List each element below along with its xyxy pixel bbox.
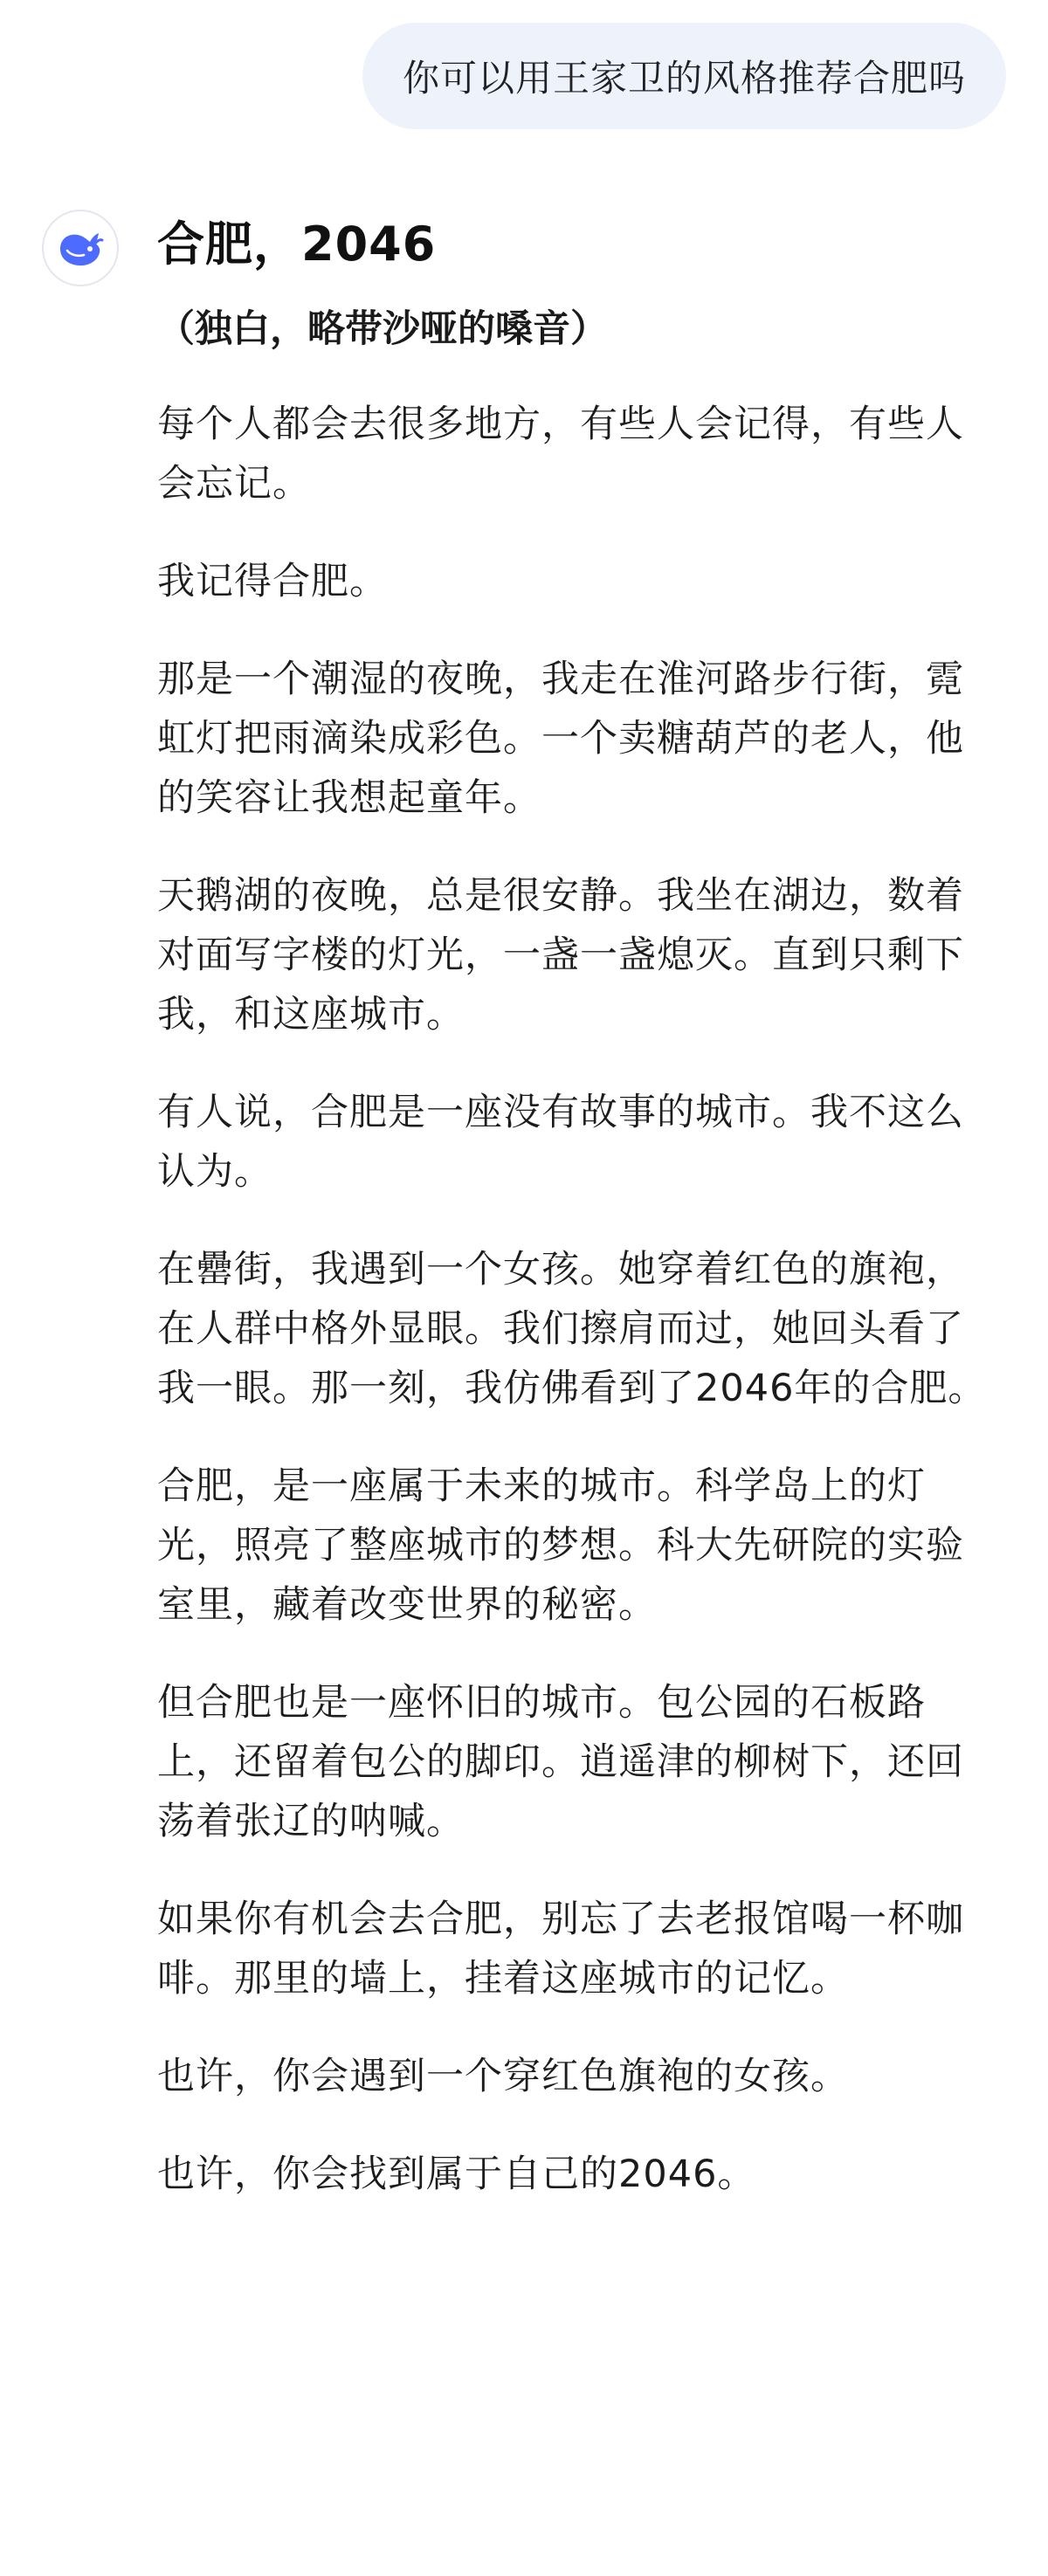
whale-logo-icon <box>55 223 106 273</box>
paragraph: 那是一个潮湿的夜晚，我走在淮河路步行街，霓虹灯把雨滴染成彩色。一个卖糖葫芦的老人，他的笑容让我想起童年。 <box>157 658 964 820</box>
user-message-text: 你可以用王家卫的风格推荐合肥吗 <box>402 57 966 100</box>
paragraph: 如果你有机会去合肥，别忘了去老报馆喝一杯咖啡。那里的墙上，挂着这座城市的记忆。 <box>157 1898 964 2001</box>
response-title: 合肥，2046 <box>157 217 437 272</box>
paragraph: 合肥，是一座属于未来的城市。科学岛上的灯光，照亮了整座城市的梦想。科大先研院的实验室里，藏着改变世界的秘密。 <box>157 1464 964 1627</box>
paragraph: 天鹅湖的夜晚，总是很安静。我坐在湖边，数着对面写字楼的灯光，一盏一盏熄灭。直到只剩下我，和这座城市。 <box>157 874 964 1037</box>
user-message-bubble[interactable] <box>362 23 1006 129</box>
paragraph: 我记得合肥。 <box>157 560 388 603</box>
paragraph: 但合肥也是一座怀旧的城市。包公园的石板路上，还留着包公的脚印。逍遥津的柳树下，还回荡着张辽的呐喊。 <box>157 1681 964 1843</box>
paragraph: 也许，你会找到属于自己的2046。 <box>157 2152 756 2196</box>
assistant-response <box>157 206 996 2242</box>
paragraph: 有人说，合肥是一座没有故事的城市。我不这么认为。 <box>157 1091 964 1194</box>
paragraph: 在罍街，我遇到一个女孩。她穿着红色的旗袍，在人群中格外显眼。我们擦肩而过，她回头看了我一眼。那一刻，我仿佛看到了2046年的合肥。 <box>157 1248 987 1410</box>
paragraph: 每个人都会去很多地方，有些人会记得，有些人会忘记。 <box>157 403 964 506</box>
assistant-avatar <box>42 210 119 286</box>
paragraph: 也许，你会遇到一个穿红色旗袍的女孩。 <box>157 2055 849 2098</box>
response-subtitle: （独白，略带沙哑的嗓音） <box>157 307 608 351</box>
